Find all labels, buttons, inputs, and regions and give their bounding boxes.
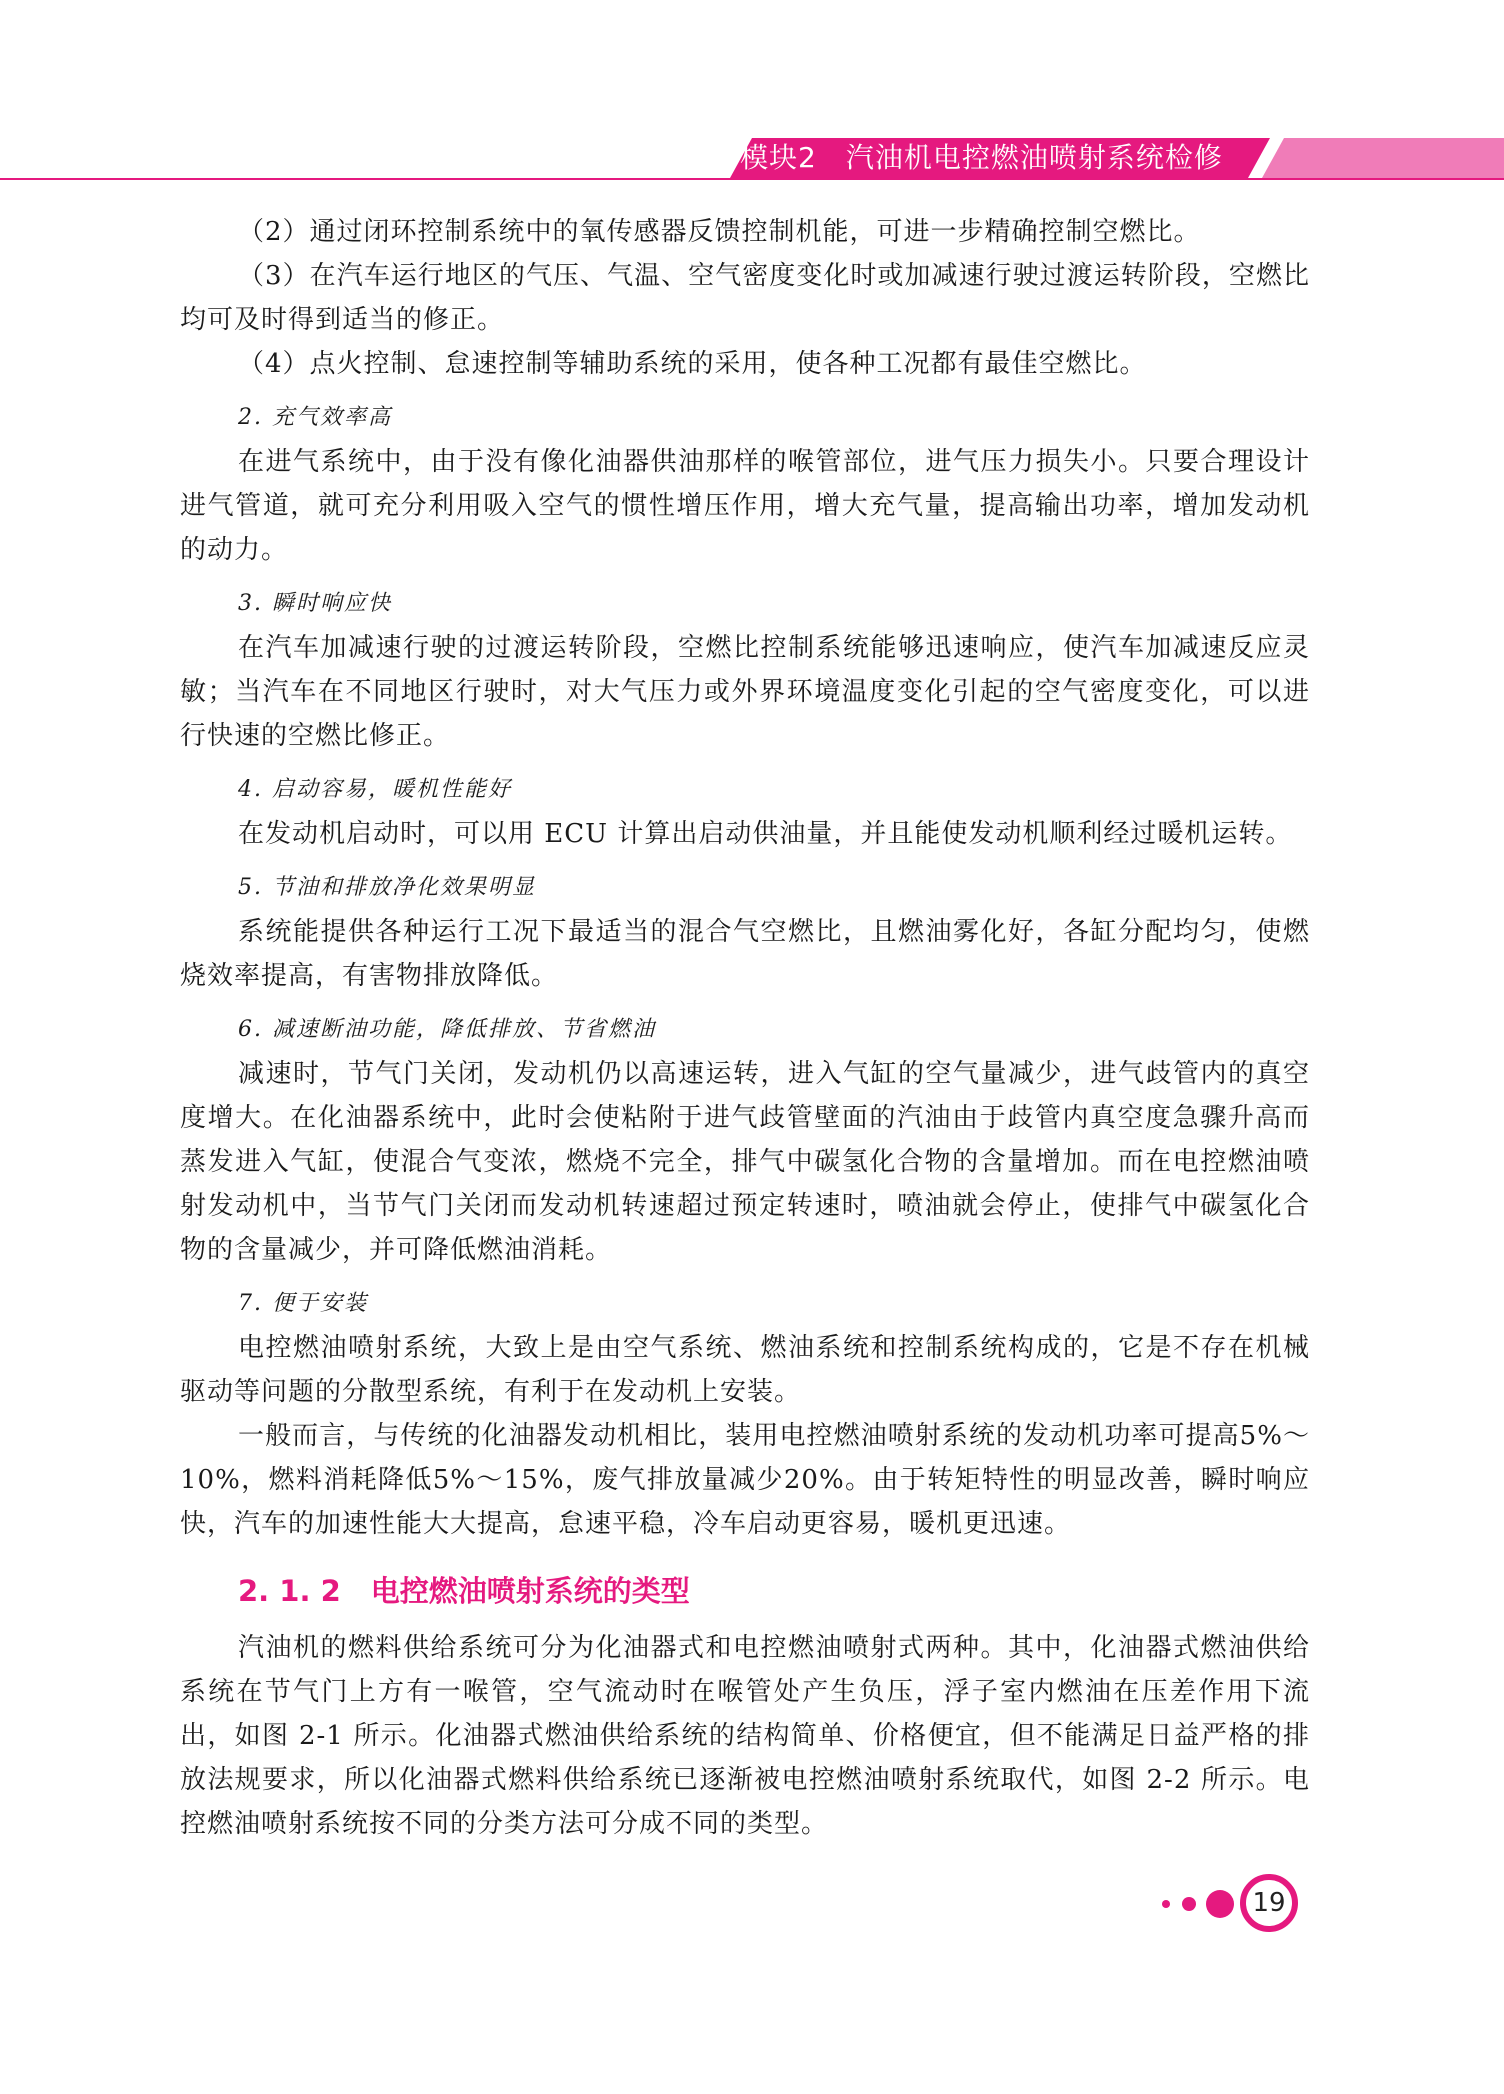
header-band-tail	[1262, 138, 1504, 178]
subsection-heading: 2. 充气效率高	[238, 405, 392, 430]
body-paragraph: （3）在汽车运行地区的气压、气温、空气密度变化时或加减速行驶过渡运转阶段，空燃比均可及时得到适当的修正。	[180, 261, 1310, 335]
body-paragraph: 在进气系统中，由于没有像化油器供油那样的喉管部位，进气压力损失小。只要合理设计进气管道，就可充分利用吸入空气的惯性增压作用，增大充气量，提高输出功率，增加发动机的动力。	[180, 447, 1310, 565]
page-dot-small	[1162, 1900, 1170, 1908]
body-paragraph: 在发动机启动时，可以用 ECU 计算出启动供油量，并且能使发动机顺利经过暖机运转。	[238, 819, 1293, 849]
body-paragraph: 减速时，节气门关闭，发动机仍以高速运转，进入气缸的空气量减少，进气歧管内的真空度增大。在化油器系统中，此时会使粘附于进气歧管壁面的汽油由于歧管内真空度急骤升高而蒸发进入气缸，使混合气变浓，燃烧不完全，排气中碳氢化合物的含量增加。而在电控燃油喷射发动机中，当节气门关闭而发动机转速超过预定转速时，喷油就会停止，使排气中碳氢化合物的含量减少，并可降低燃油消耗。	[180, 1059, 1310, 1265]
page-dot-large	[1206, 1890, 1234, 1918]
body-paragraph: 在汽车加减速行驶的过渡运转阶段，空燃比控制系统能够迅速响应，使汽车加减速反应灵敏；当汽车在不同地区行驶时，对大气压力或外界环境温度变化引起的空气密度变化，可以进行快速的空燃比修正。	[180, 633, 1310, 751]
section-number: 2. 1. 2	[238, 1574, 341, 1608]
subsection-heading: 3. 瞬时响应快	[238, 591, 392, 616]
subsection-heading: 7. 便于安装	[238, 1291, 368, 1316]
body-paragraph: （2）通过闭环控制系统中的氧传感器反馈控制机能，可进一步精确控制空燃比。	[238, 217, 1201, 247]
running-header-title: 模块2 汽油机电控燃油喷射系统检修	[740, 141, 1223, 174]
section-title: 电控燃油喷射系统的类型	[370, 1574, 690, 1608]
body-paragraph: 一般而言，与传统的化油器发动机相比，装用电控燃油喷射系统的发动机功率可提高5%～10%，燃料消耗降低5%～15%，废气排放量减少20%。由于转矩特性的明显改善，瞬时响应快，汽车的加速性能大大提高，怠速平稳，冷车启动更容易，暖机更迅速。	[180, 1421, 1310, 1539]
body-paragraph: 电控燃油喷射系统，大致上是由空气系统、燃油系统和控制系统构成的，它是不存在机械驱动等问题的分散型系统，有利于在发动机上安装。	[180, 1333, 1310, 1407]
subsection-heading: 6. 减速断油功能，降低排放、节省燃油	[238, 1017, 656, 1042]
page-number: 19	[1240, 1874, 1298, 1932]
section-heading	[180, 1566, 1310, 1616]
subsection-heading: 4. 启动容易，暖机性能好	[238, 777, 512, 802]
body-paragraph: 汽油机的燃料供给系统可分为化油器式和电控燃油喷射式两种。其中，化油器式燃油供给系统在节气门上方有一喉管，空气流动时在喉管处产生负压，浮子室内燃油在压差作用下流出，如图 2-1 所示。化油器式燃油供给系统的结构简单、价格便宜，但不能满足日益严格的排放法规要求，所以化油器式燃料供给系统已逐渐被电控燃油喷射系统取代，如图 2-2 所示。电控燃油喷射系统按不同的分类方法可分成不同的类型。	[180, 1633, 1310, 1839]
page-body	[180, 210, 1310, 1846]
page-number-badge	[1160, 1870, 1320, 1950]
page-dot-medium	[1182, 1897, 1196, 1911]
body-paragraph: 系统能提供各种运行工况下最适当的混合气空燃比，且燃油雾化好，各缸分配均匀，使燃烧效率提高，有害物排放降低。	[180, 917, 1310, 991]
body-paragraph: （4）点火控制、怠速控制等辅助系统的采用，使各种工况都有最佳空燃比。	[238, 349, 1147, 379]
subsection-heading: 5. 节油和排放净化效果明显	[238, 875, 536, 900]
header-rule	[0, 178, 1504, 180]
